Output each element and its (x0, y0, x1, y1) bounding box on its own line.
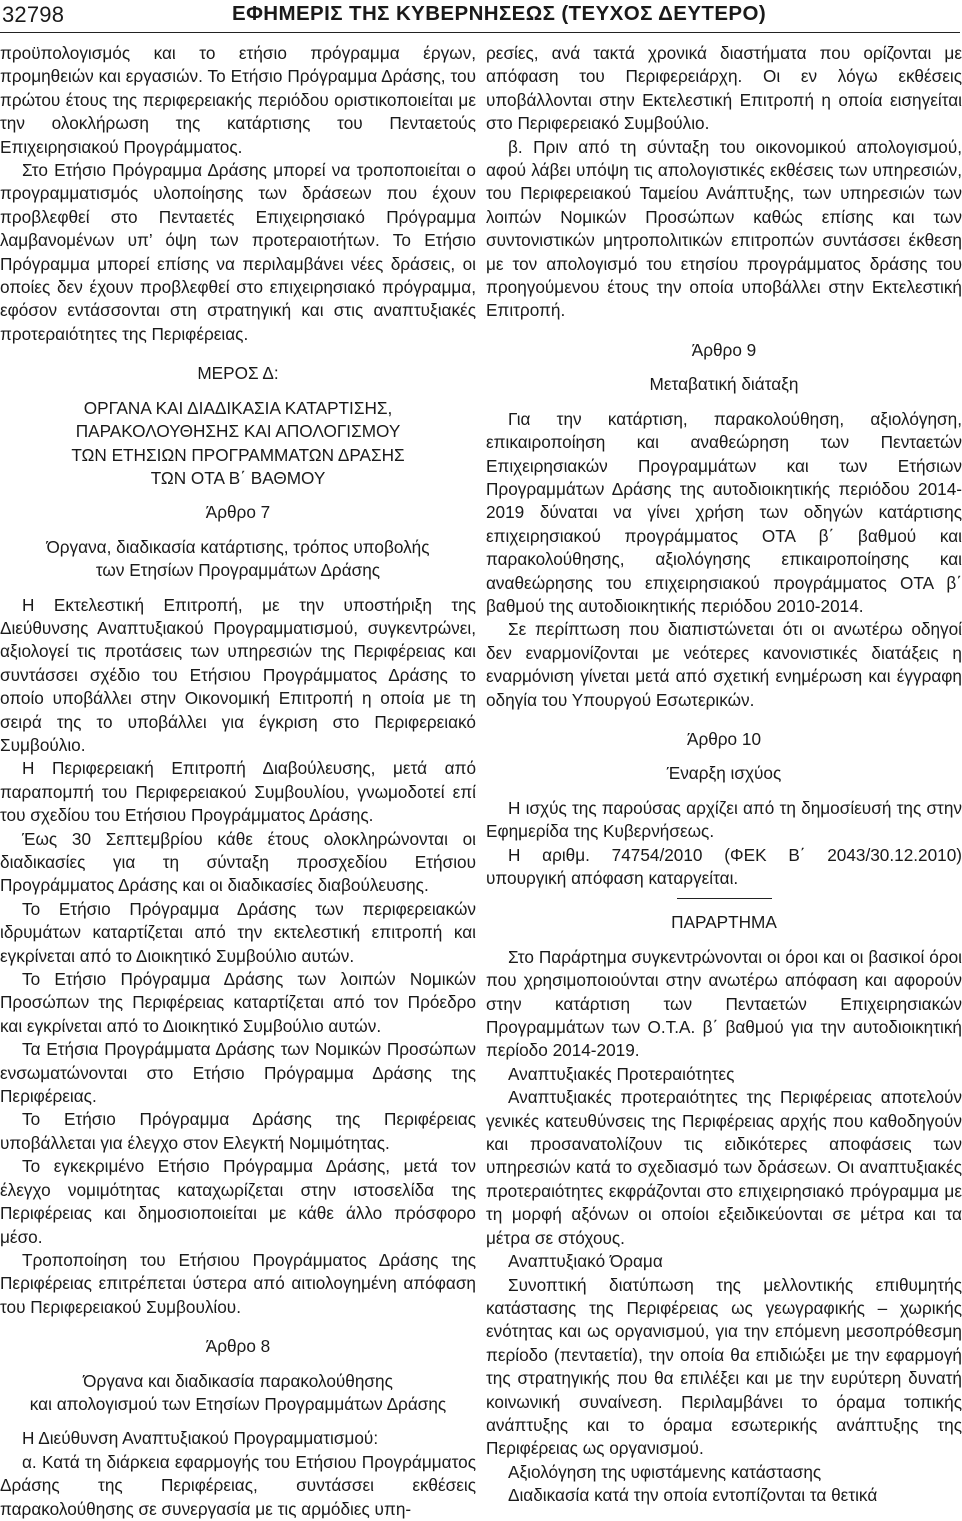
paragraph: Διαδικασία κατά την οποία εντοπίζονται τα θετικά (508, 1485, 878, 1506)
paragraph: προϋπολογισμός και το ετήσιο πρόγραμμα έργων, προμηθειών και εργασιών. Το Ετήσιο Πρόγραμμα Δράσης, του πρώτου έτους της περιφερειακής περιόδου οριστικοποιείται με την ολοκλήρωση της κατάρτισης του Πενταετούς Επιχειρησιακού Προγράμματος. (0, 43, 476, 157)
article-title: Όργανα και διαδικασία παρακολούθησης (83, 1370, 393, 1391)
subheading: Αναπτυξιακό Όραμα (508, 1251, 663, 1272)
part-title-line: ΤΩΝ ΕΤΗΣΙΩΝ ΠΡΟΓΡΑΜΜΑΤΩΝ ΔΡΑΣΗΣ (71, 444, 405, 465)
part-title-line: ΠΑΡΑΚΟΛΟΥΘΗΣΗΣ ΚΑΙ ΑΠΟΛΟΓΙΣΜΟΥ (75, 421, 401, 442)
part-heading: ΜΕΡΟΣ Δ: (197, 363, 279, 384)
part-title-line: ΤΩΝ ΟΤΑ Β΄ ΒΑΘΜΟΥ (150, 467, 326, 488)
paragraph: ρεσίες, ανά τακτά χρονικά διαστήματα που ορίζονται με απόφαση του Περιφερειάρχη. Οι εν λόγω εκθέσεις υποβάλλονται στην Εκτελεστική Επιτροπή η οποία εισηγείται στο Περιφερειακό Συμβούλιο. (486, 43, 962, 134)
article-title: Όργανα, διαδικασία κατάρτισης, τρόπος υποβολής (46, 536, 430, 557)
article-title: των Ετησίων Προγραμμάτων Δράσης (95, 560, 381, 581)
paragraph: Αναπτυξιακές προτεραιότητες της Περιφέρειας αποτελούν γενικές κατευθύνσεις της Περιφέρειας αρχής που καθοδηγούν και προσανατολίζουν τις ειδικότερες αποφάσεις των υπηρεσιών κατά το σχεδιασμό των δράσεων. Οι αναπτυξιακές προτεραιότητες εκφράζονται στο επιχειρησιακό πρόγραμμα με τη μορφή αξόνων οι οποίοι εξειδικεύονται σε μέτρα και τα μέτρα σε στόχους. (486, 1087, 962, 1248)
right-column (486, 42, 962, 1506)
annex-heading: ΠΑΡΑΡΤΗΜΑ (671, 912, 777, 933)
paragraph: Η Περιφερειακή Επιτροπή Διαβούλευσης, μετά από παραπομπή του Περιφερειακού Συμβουλίου, γνωμοδοτεί επί του σχεδίου του Ετήσιου Προγράμματος Δράσης. (0, 758, 476, 826)
paragraph: Συνοπτική διατύπωση της μελλοντικής επιθυμητής κατάστασης της Περιφέρειας ως γεωγραφικής – χωρικής ενότητας και ως οργανισμού, για την επόμενη μεσοπρόθεσμη περίοδο (πενταετία), την οποία θα επιδιώξει με την εφαρμογή της στρατηγικής που θα επιλέξει και με την ευρύτερη δυνατή κοινωνική συναίνεση. Περιλαμβάνει το όραμα τοπικής ανάπτυξης και το όραμα εσωτερικής ανάπτυξης της Περιφέρειας ως οργανισμού. (486, 1274, 962, 1459)
header-rule (0, 32, 960, 33)
page-number: 32798 (2, 2, 65, 27)
left-column (0, 42, 476, 1519)
article-title: και απολογισμού των Ετησίων Προγραμμάτων Δράσης (29, 1393, 447, 1414)
paragraph: Στο Ετήσιο Πρόγραμμα Δράσης μπορεί να τροποποιείται ο προγραμματισμός υλοποίησης των δράσεων που έχουν προβλεφθεί στο Πενταετές Επιχειρησιακό Πρόγραμμα λαμβανομένων υπ’ όψη των προτεραιοτήτων. Το Ετήσιο Πρόγραμμα μπορεί επίσης να περιλαμβάνει νέες δράσεις, οι οποίες δεν έχουν προβλεφθεί στο επιχειρησιακό πρόγραμμα, εφόσον εντάσσονται στη στρατηγική και στις αναπτυξιακές προτεραιότητες της Περιφέρειας. (0, 160, 476, 344)
paragraph: Έως 30 Σεπτεμβρίου κάθε έτους ολοκληρώνονται οι διαδικασίες για τη σύνταξη προσχεδίου Ετήσιου Προγράμματος Δράσης και οι διαδικασίες διαβούλευσης. (0, 828, 476, 896)
article-heading: Άρθρο 9 (691, 339, 757, 360)
article-title: Μεταβατική διάταξη (649, 374, 799, 395)
article-heading: Άρθρο 7 (205, 502, 271, 523)
paragraph: Το Ετήσιο Πρόγραμμα Δράσης των περιφερειακών ιδρυμάτων καταρτίζεται από την εκτελεστική επιτροπή και εγκρίνεται από το Διοικητικό Συμβούλιο αυτών. (0, 898, 476, 966)
part-title-line: ΟΡΓΑΝΑ ΚΑΙ ΔΙΑΔΙΚΑΣΙΑ ΚΑΤΑΡΤΙΣΗΣ, (83, 397, 393, 418)
article-title: Έναρξη ισχύος (666, 763, 782, 784)
paragraph: Η Εκτελεστική Επιτροπή, με την υποστήριξη της Διεύθυνσης Αναπτυξιακού Προγραμματισμού, συγκεντρώνει, αξιολογεί τις προτάσεις των υπηρεσιών της Περιφέρειας και συντάσσει σχέδιο του Ετήσιου Προγράμματος Δράσης το οποίο υποβάλλει στην Οικονομική Επιτροπή η οποία με τη σειρά της το υποβάλλει για έγκριση στο Περιφερειακό Συμβούλιο. (0, 594, 476, 755)
journal-title: ΕΦΗΜΕΡΙΣ ΤΗΣ ΚΥΒΕΡΝΗΣΕΩΣ (ΤΕΥΧΟΣ ΔΕΥΤΕΡΟ) (232, 2, 767, 25)
paragraph: α. Κατά τη διάρκεια εφαρμογής του Ετήσιου Προγράμματος Δράσης της Περιφέρειας, συντάσσει εκθέσεις παρακολούθησης σε συνεργασία με τις αρμόδιες υπη- (0, 1451, 476, 1519)
page-header (0, 0, 960, 32)
paragraph: Η ισχύς της παρούσας αρχίζει από τη δημοσίευσή της στην Εφημερίδα της Κυβερνήσεως. (486, 797, 962, 842)
article-heading: Άρθρο 10 (686, 728, 762, 749)
paragraph: Για την κατάρτιση, παρακολούθηση, αξιολόγηση, επικαιροποίηση και αναθεώρηση των Πενταετών Επιχειρησιακών Προγραμμάτων και των Ετήσιων Προγραμμάτων Δράσης της αυτοδιοικητικής περιόδου 2014-2019 δύναται να γίνει χρήση των οδηγών κατάρτισης επιχειρησιακού προγράμματος ΟΤΑ β΄ βαθμού και παρακολούθησης, αξιολόγησης επικαιροποίησης και αναθεώρησης του επιχειρησιακού προγράμματος ΟΤΑ β΄ βαθμού της αυτοδιοικητικής περιόδου 2010-2014. (486, 408, 962, 616)
paragraph: Σε περίπτωση που διαπιστώνεται ότι οι ανωτέρω οδηγοί δεν εναρμονίζονται με νεότερες κανονιστικές διατάξεις η εναρμόνιση γίνεται μετά από σχετική ενημέρωση και έγγραφη οδηγία του Υπουργού Εσωτερικών. (486, 619, 962, 710)
subheading: Αναπτυξιακές Προτεραιότητες (508, 1063, 735, 1084)
paragraph: Το Ετήσιο Πρόγραμμα Δράσης της Περιφέρειας υποβάλλεται για έλεγχο στον Ελεγκτή Νομιμότητας. (0, 1109, 476, 1153)
paragraph: Τα Ετήσια Προγράμματα Δράσης των Νομικών Προσώπων ενσωματώνονται στο Ετήσιο Πρόγραμμα Δράσης της Περιφέρειας. (0, 1039, 476, 1107)
paragraph: Η Διεύθυνση Αναπτυξιακού Προγραμματισμού: (22, 1428, 379, 1449)
article-heading: Άρθρο 8 (205, 1336, 271, 1357)
paragraph: Στο Παράρτημα συγκεντρώνονται οι όροι και οι βασικοί όροι που χρησιμοποιούνται στην ανωτέρω απόφαση και αφορούν στην κατάρτιση των Πενταετών Επιχειρησιακών Προγραμμάτων των Ο.Τ.Α. β΄ βαθμού για την αυτοδιοικητική περίοδο 2014-2019. (486, 946, 962, 1061)
subheading: Αξιολόγηση της υφιστάμενης κατάστασης (508, 1461, 822, 1482)
paragraph: Τροποποίηση του Ετήσιου Προγράμματος Δράσης της Περιφέρειας επιτρέπεται ύστερα από αιτιολογημένη απόφαση του Περιφερειακού Συμβουλίου. (0, 1249, 476, 1317)
paragraph: Το Ετήσιο Πρόγραμμα Δράσης των λοιπών Νομικών Προσώπων της Περιφέρειας καταρτίζεται από τον Πρόεδρο και εγκρίνεται από το Διοικητικό Συμβούλιο αυτών. (0, 969, 476, 1036)
section-separator (677, 898, 772, 899)
paragraph: β. Πριν από τη σύνταξη του οικονομικού απολογισμού, αφού λάβει υπόψη τις απολογιστικές εκθέσεις των υπηρεσιών, του Περιφερειακού Ταμείου Ανάπτυξης, των υπηρεσιών των λοιπών Νομικών Προσώπων καθώς επίσης και των συντονιστικών μητροπολιτικών επιτροπών συντάσσει έκθεση με τον απολογισμό του ετησίου προγράμματος δράσης του προηγούμενου έτους την οποία υποβάλλει στην Εκτελεστική Επιτροπή. (486, 136, 962, 321)
paragraph: Η αριθμ. 74754/2010 (ΦΕΚ Β΄ 2043/30.12.2010) υπουργική απόφαση καταργείται. (486, 844, 962, 888)
paragraph: Το εγκεκριμένο Ετήσιο Πρόγραμμα Δράσης, μετά τον έλεγχο νομιμότητας καταχωρίζεται στην ιστοσελίδα της Περιφέρειας και δημοσιοποιείται με κάθε άλλο πρόσφορο μέσο. (0, 1156, 476, 1247)
